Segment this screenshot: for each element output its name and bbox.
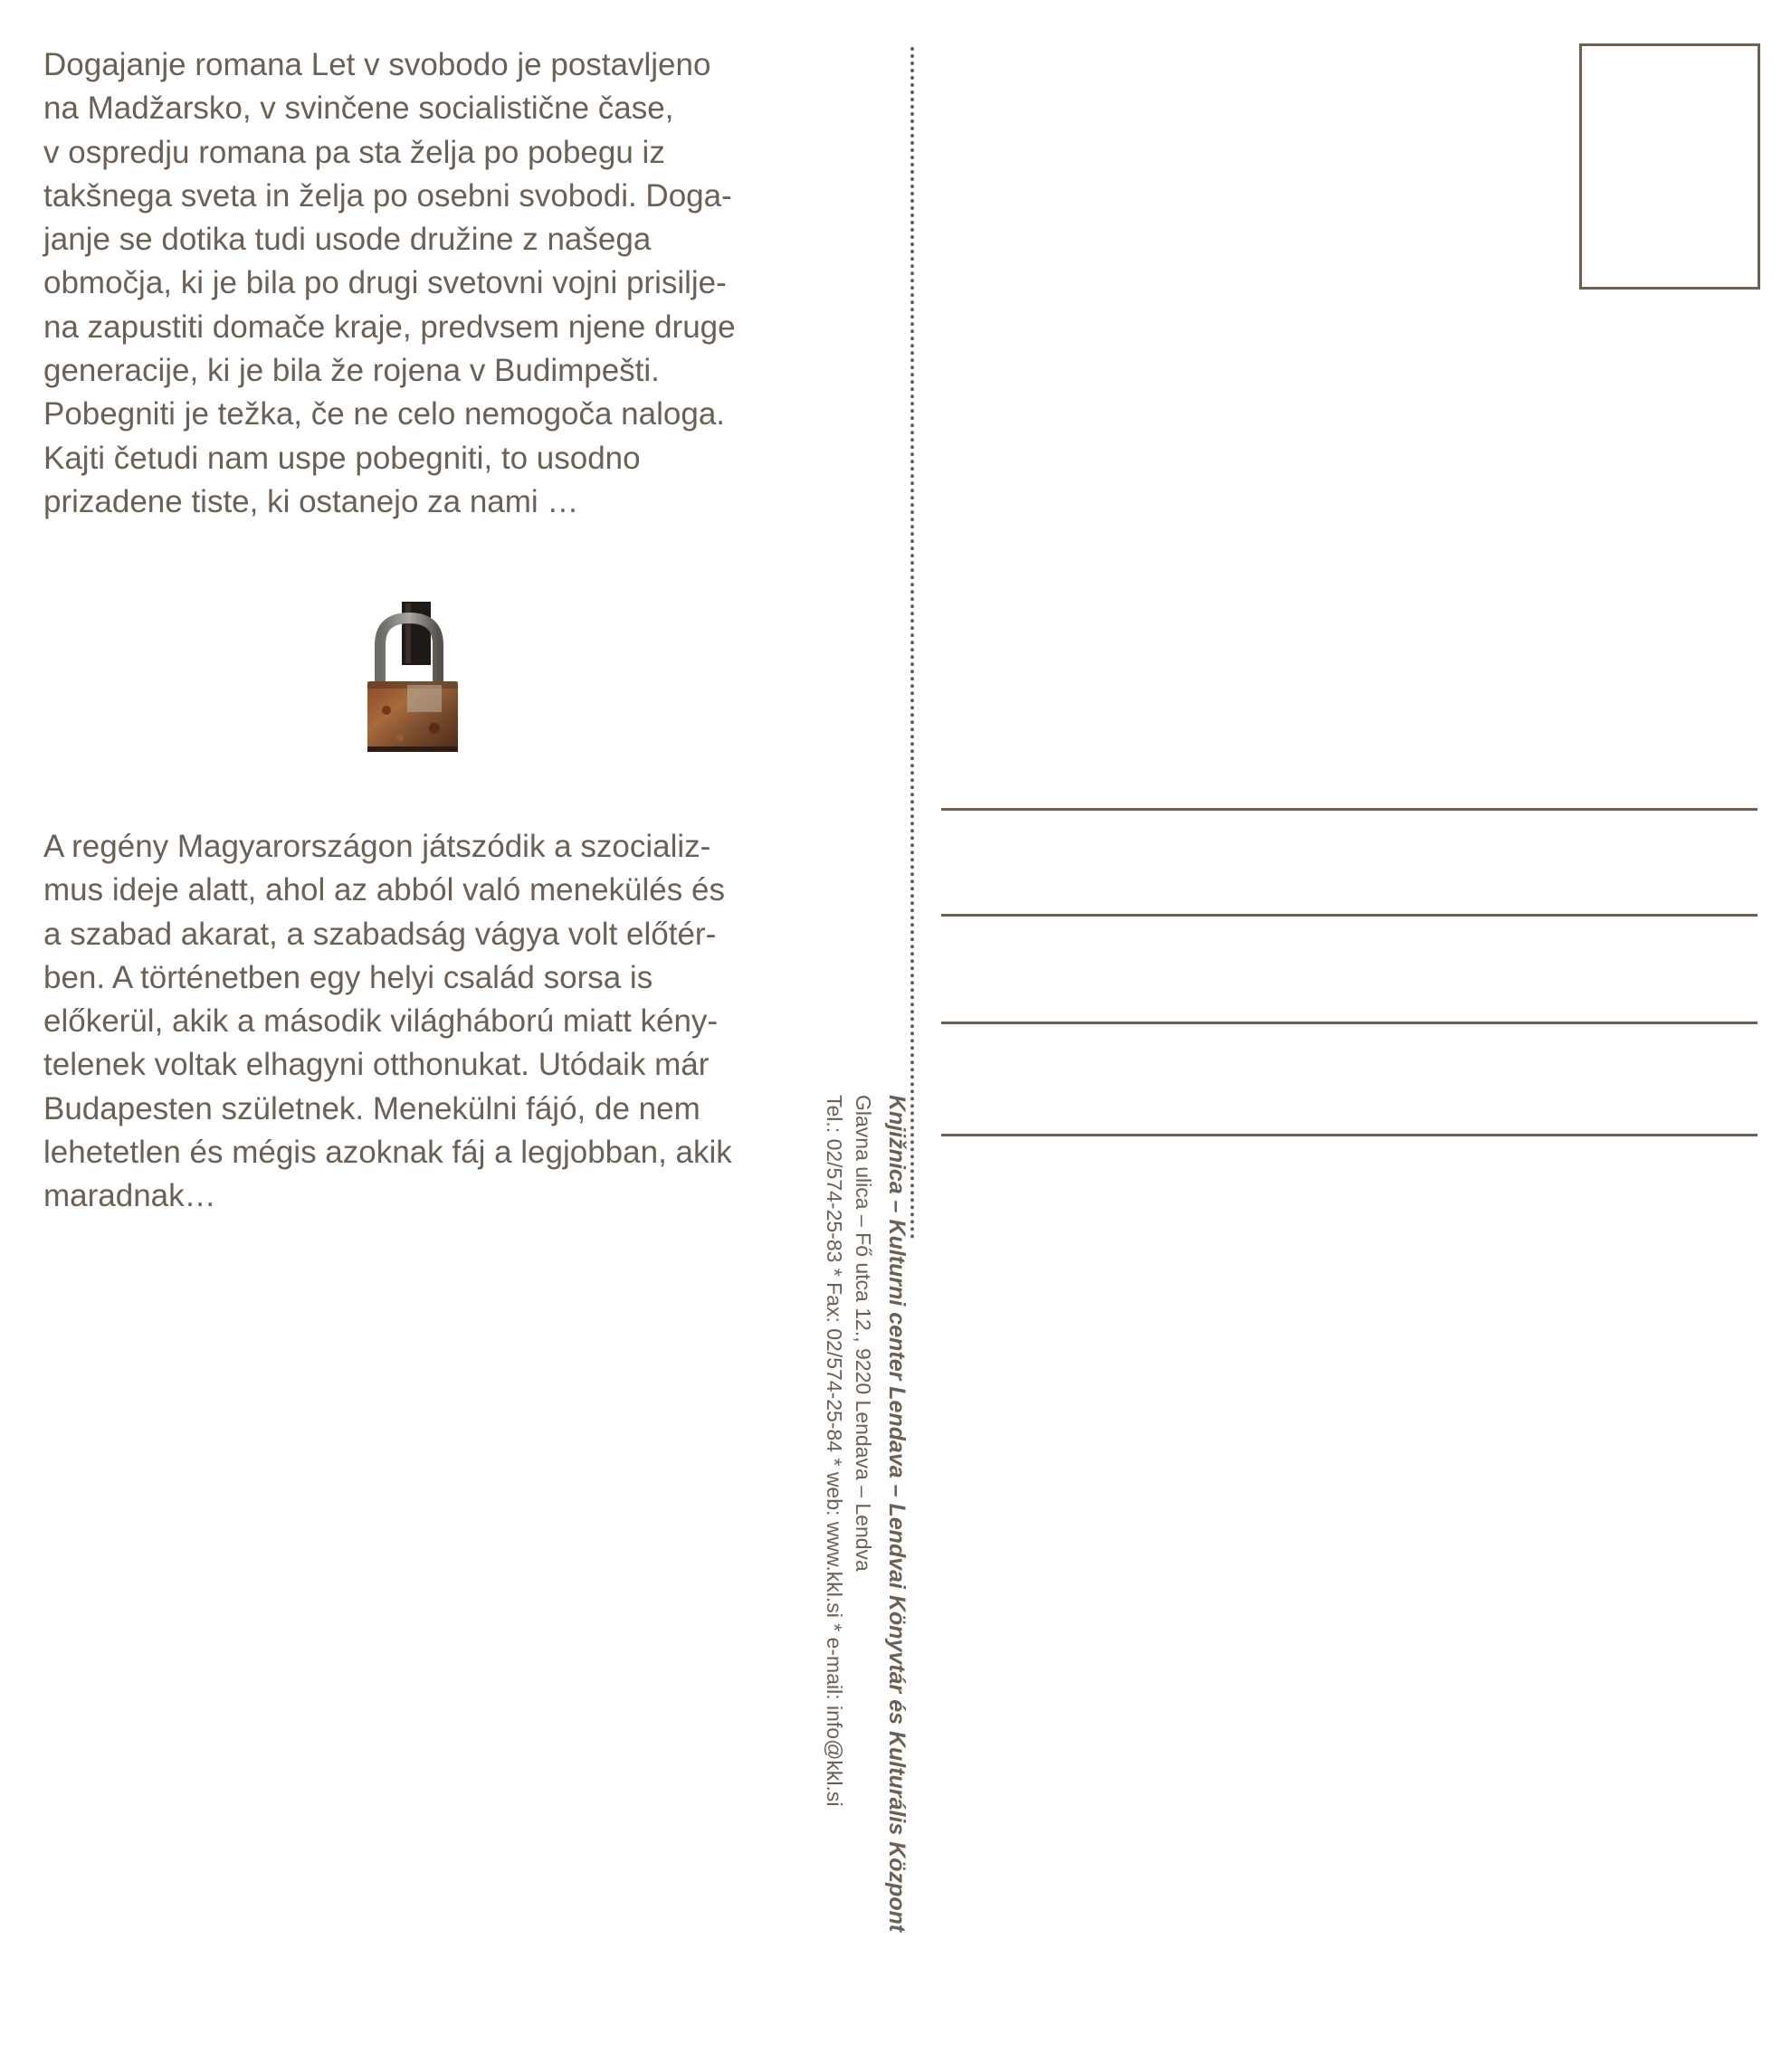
slovene-text-line: na Madžarsko, v svinčene socialistične čase, [43,90,674,127]
hungarian-text-line: lehetetlen és mégis azoknak fáj a legjobban, akik [43,1135,732,1171]
hungarian-text-line: maradnak… [43,1178,216,1214]
slovene-text-line: takšnega sveta in želja po osebni svobodi. Doga- [43,177,732,214]
hungarian-text-line: a szabad akarat, a szabadság vágya volt előtér- [43,916,717,952]
publisher-info [810,1095,910,2072]
publisher-address: Glavna ulica – Fő utca 12., 9220 Lendava – Lendva [852,1095,875,1572]
hungarian-text-line: A regény Magyarországon játszódik a szocializ- [43,829,711,864]
slovene-text-line: območja, ki je bila po drugi svetovni vojni prisilje- [43,265,727,301]
slovene-text-line: Pobegniti je težka, če ne celo nemogoča naloga. [43,396,726,432]
slovene-text-line: na zapustiti domače kraje, predvsem njene druge [43,309,736,345]
slovene-text-line: generacije, ki je bila že rojena v Budimpešti. [43,353,660,389]
address-line [941,914,1758,917]
slovene-text-line: v ospredju romana pa sta želja po pobegu iz [43,134,665,170]
hungarian-description [43,825,804,1219]
address-line [941,1134,1758,1136]
hungarian-text-line: mus ideje alatt, ahol az abból való menekülés és [43,872,725,908]
dotted-divider [910,47,914,1240]
slovene-text-line: Dogajanje romana Let v svobodo je postavljeno [43,47,711,82]
hungarian-text-line: ben. A történetben egy helyi család sorsa is [43,959,653,995]
slovene-text-line: prizadene tiste, ki ostanejo za nami … [43,483,579,519]
slovene-text-line: Kajti četudi nam uspe pobegniti, to usodno [43,440,641,476]
rusty-padlock-icon [355,602,468,757]
hungarian-text-line: telenek voltak elhagyni otthonukat. Utódaik már [43,1047,710,1083]
address-line [941,808,1758,811]
publisher-contact: Tel.: 02/574-25-83 * Fax: 02/574-25-84 * web: www.kkl.si * e-mail: info@kkl.si [823,1095,846,1807]
address-line [941,1022,1758,1024]
stamp-box [1579,43,1760,290]
slovene-description [43,43,804,524]
hungarian-text-line: előkerül, akik a második világháború miatt kény- [43,1003,719,1040]
slovene-text-line: janje se dotika tudi usode družine z našega [43,222,652,258]
padlock-image [355,602,468,757]
publisher-title: Knjižnica – Kulturni center Lendava – Lendvai Könyvtár és Kulturális Központ [884,1095,910,1933]
hungarian-text-line: Budapesten születnek. Menekülni fájó, de nem [43,1090,700,1126]
